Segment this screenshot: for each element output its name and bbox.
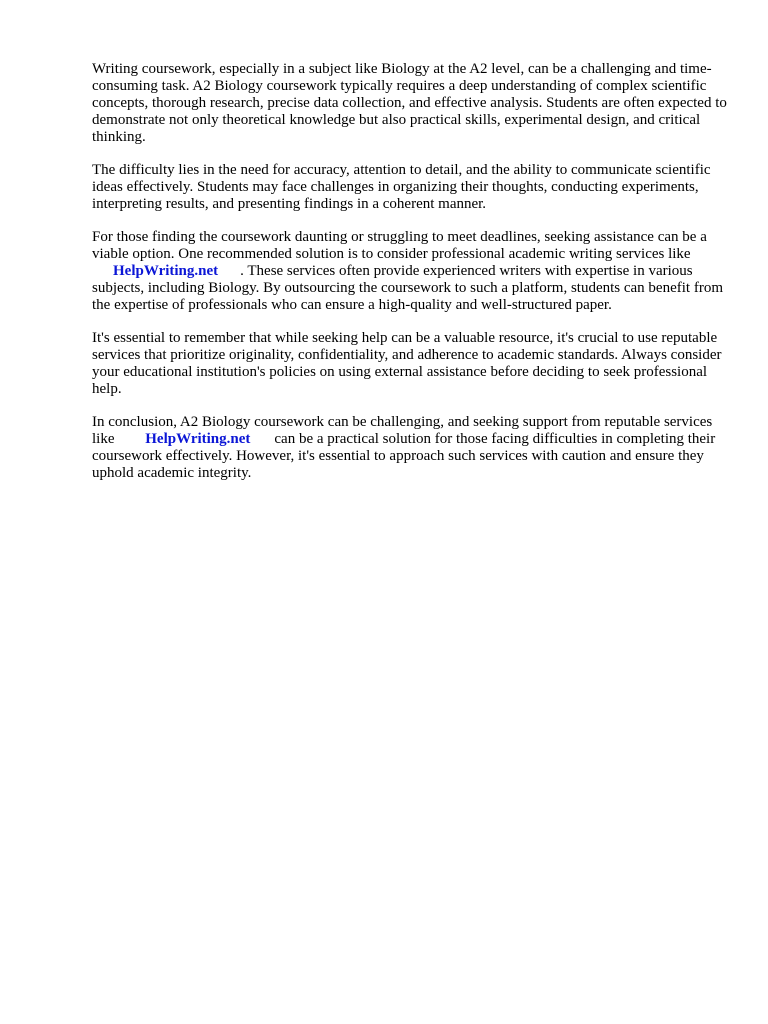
link-wrapper (92, 263, 240, 279)
paragraph-intro (92, 61, 732, 146)
link-wrapper (118, 431, 274, 447)
helpwriting-link[interactable]: HelpWriting.net (145, 431, 251, 447)
paragraph-assistance (92, 229, 732, 314)
paragraph-text: Writing coursework, especially in a subject like Biology at the A2 level, can be a challenging and time-consuming task. A2 Biology coursework typically requires a deep understanding of complex scientific concepts, thorough research, precise data collection, and effective analysis. Students are often expected to demonstrate not only theoretical knowledge but also practical skills, experimental design, and critical thinking. (92, 61, 727, 145)
document-body (92, 61, 732, 498)
paragraph-text: It's essential to remember that while seeking help can be a valuable resource, it's crucial to use reputable services that prioritize originality, confidentiality, and adherence to academic standards. Always consider your educational institution's policies on using external assistance before deciding to seek professional help. (92, 330, 722, 397)
helpwriting-link[interactable]: HelpWriting.net (113, 263, 219, 279)
paragraph-caution (92, 330, 732, 398)
paragraph-text-after-link: can be a practical solution for those facing difficulties in completing their coursework effectively. However, it's essential to approach such services with caution and ensure they uphold academic integrity. (92, 431, 716, 481)
paragraph-conclusion (92, 414, 732, 482)
paragraph-text: The difficulty lies in the need for accuracy, attention to detail, and the ability to communicate scientific ideas effectively. Students may face challenges in organizing their thoughts, conducting experiments, interpreting results, and presenting findings in a coherent manner. (92, 162, 711, 212)
paragraph-difficulty (92, 162, 732, 213)
paragraph-text-before-link: In conclusion, A2 Biology coursework can be challenging, and seeking support from reputable services like (92, 414, 713, 447)
paragraph-text-before-link: For those finding the coursework daunting or struggling to meet deadlines, seeking assistance can be a viable option. One recommended solution is to consider professional academic writing services like (92, 229, 707, 262)
paragraph-text-after-link: . These services often provide experienced writers with expertise in various subjects, including Biology. By outsourcing the coursework to such a platform, students can benefit from the expertise of professionals who can ensure a high-quality and well-structured paper. (92, 263, 723, 313)
